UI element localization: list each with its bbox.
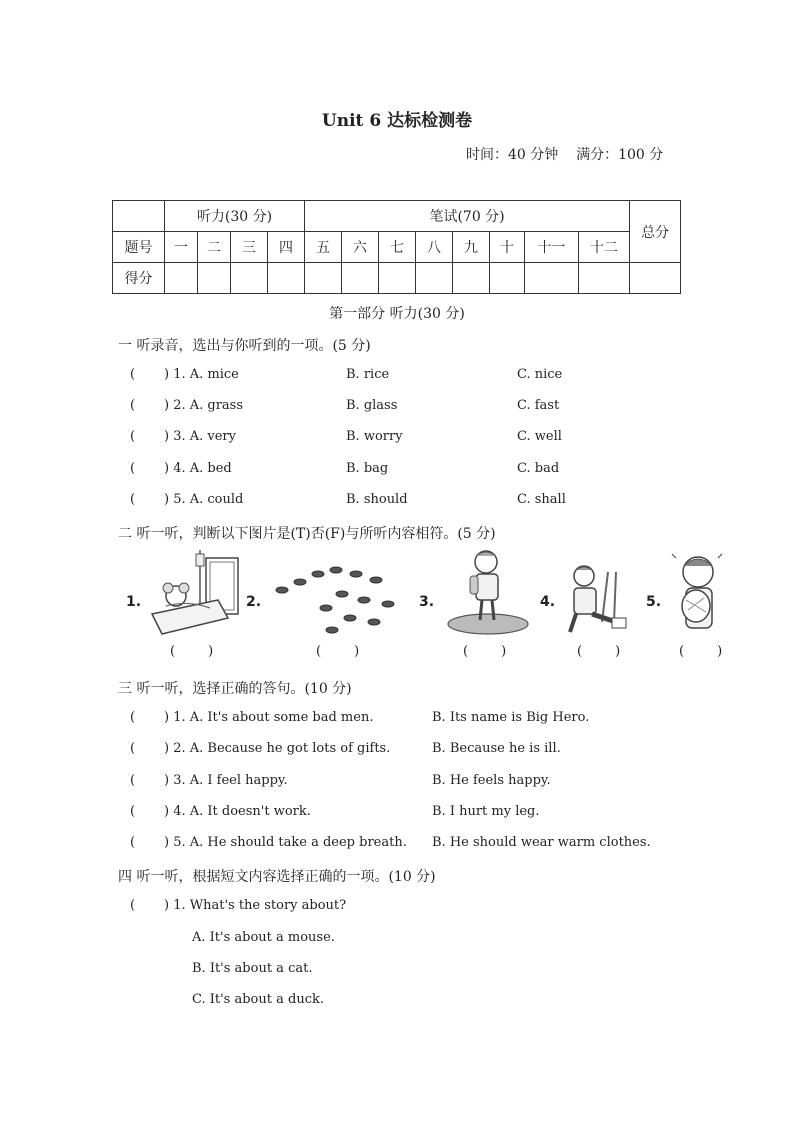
score-cell[interactable] bbox=[416, 263, 453, 294]
s1-q2-a: ( ) 2. A. grass bbox=[130, 398, 244, 413]
sick-girl-in-bed-image bbox=[148, 548, 240, 638]
s1-q5-c: C. shall bbox=[517, 492, 566, 507]
score-table-number: 六 bbox=[342, 232, 379, 263]
score-table-listening: 听力(30 分) bbox=[165, 201, 305, 232]
score-table-number: 十一 bbox=[525, 232, 579, 263]
section-4-title: 四 听一听，根据短文内容选择正确的一项。(10 分) bbox=[118, 869, 436, 885]
picture-5-number: 5. bbox=[646, 594, 662, 610]
picture-2-answer-blank[interactable]: ( ) bbox=[316, 644, 360, 659]
score-table-number: 三 bbox=[231, 232, 268, 263]
s1-q4-c: C. bad bbox=[517, 461, 560, 476]
score-table bbox=[112, 200, 681, 294]
picture-1-number: 1. bbox=[126, 594, 142, 610]
score-table-number: 十 bbox=[490, 232, 525, 263]
s1-q3-b: B. worry bbox=[346, 429, 403, 444]
score-cell[interactable] bbox=[490, 263, 525, 294]
s3-q2-a: ( ) 2. A. Because he got lots of gifts. bbox=[130, 741, 391, 756]
score-table-number: 八 bbox=[416, 232, 453, 263]
s3-q3-b: B. He feels happy. bbox=[432, 773, 551, 788]
score-cell[interactable] bbox=[165, 263, 198, 294]
s1-q4-a: ( ) 4. A. bed bbox=[130, 461, 232, 476]
page-title: Unit 6 达标检测卷 bbox=[321, 111, 473, 131]
s1-q4-b: B. bag bbox=[346, 461, 389, 476]
score-table-score-label: 得分 bbox=[113, 263, 165, 294]
s1-q2-b: B. glass bbox=[346, 398, 398, 413]
section-1-title: 一 听录音，选出与你听到的一项。(5 分) bbox=[118, 338, 371, 354]
score-table-number: 四 bbox=[268, 232, 305, 263]
boy-hurt-leg-image bbox=[562, 562, 640, 640]
score-cell[interactable] bbox=[305, 263, 342, 294]
s3-q2-b: B. Because he is ill. bbox=[432, 741, 561, 756]
s3-q4-b: B. I hurt my leg. bbox=[432, 804, 540, 819]
s3-q3-a: ( ) 3. A. I feel happy. bbox=[130, 773, 288, 788]
section-2-title: 二 听一听，判断以下图片是(T)否(F)与所听内容相符。(5 分) bbox=[118, 526, 496, 542]
score-table-number: 七 bbox=[379, 232, 416, 263]
s1-q1-a: ( ) 1. A. mice bbox=[130, 367, 239, 382]
s4-q1-option-b: B. It's about a cat. bbox=[192, 961, 313, 976]
s1-q3-a: ( ) 3. A. very bbox=[130, 429, 236, 444]
s3-q5-b: B. He should wear warm clothes. bbox=[432, 835, 651, 850]
s3-q4-a: ( ) 4. A. It doesn't work. bbox=[130, 804, 311, 819]
boy-with-fan-image bbox=[668, 550, 728, 640]
score-cell[interactable] bbox=[579, 263, 630, 294]
section-3-title: 三 听一听，选择正确的答句。(10 分) bbox=[118, 681, 352, 697]
score-cell[interactable] bbox=[379, 263, 416, 294]
s1-q5-b: B. should bbox=[346, 492, 408, 507]
picture-2-number: 2. bbox=[246, 594, 262, 610]
score-cell[interactable] bbox=[198, 263, 231, 294]
s1-q2-c: C. fast bbox=[517, 398, 560, 413]
score-cell[interactable] bbox=[231, 263, 268, 294]
score-cell[interactable] bbox=[342, 263, 379, 294]
score-table-number-label: 题号 bbox=[113, 232, 165, 263]
s4-q1-option-c: C. It's about a duck. bbox=[192, 992, 324, 1007]
score-table-number: 十二 bbox=[579, 232, 630, 263]
s1-q5-a: ( ) 5. A. could bbox=[130, 492, 244, 507]
picture-4-number: 4. bbox=[540, 594, 556, 610]
s3-q1-b: B. Its name is Big Hero. bbox=[432, 710, 590, 725]
score-table-number: 二 bbox=[198, 232, 231, 263]
picture-4-answer-blank[interactable]: ( ) bbox=[577, 644, 621, 659]
picture-1-answer-blank[interactable]: ( ) bbox=[170, 644, 214, 659]
score-table-total: 总分 bbox=[630, 201, 681, 263]
s4-q1: ( ) 1. What's the story about? bbox=[130, 898, 347, 913]
s3-q5-a: ( ) 5. A. He should take a deep breath. bbox=[130, 835, 407, 850]
exam-meta: 时间：40 分钟 满分：100 分 bbox=[466, 147, 664, 163]
score-cell[interactable] bbox=[268, 263, 305, 294]
score-table-corner bbox=[113, 201, 165, 232]
boy-in-puddle-image bbox=[444, 548, 530, 640]
s1-q1-c: C. nice bbox=[517, 367, 563, 382]
picture-5-answer-blank[interactable]: ( ) bbox=[679, 644, 723, 659]
picture-3-answer-blank[interactable]: ( ) bbox=[463, 644, 507, 659]
score-cell[interactable] bbox=[453, 263, 490, 294]
score-table-number: 一 bbox=[165, 232, 198, 263]
part-one-title: 第一部分 听力(30 分) bbox=[329, 306, 465, 322]
score-table-writing: 笔试(70 分) bbox=[305, 201, 630, 232]
s3-q1-a: ( ) 1. A. It's about some bad men. bbox=[130, 710, 374, 725]
score-cell-total[interactable] bbox=[630, 263, 681, 294]
ants-image bbox=[270, 560, 406, 644]
s1-q1-b: B. rice bbox=[346, 367, 390, 382]
score-cell[interactable] bbox=[525, 263, 579, 294]
score-table-number: 九 bbox=[453, 232, 490, 263]
picture-3-number: 3. bbox=[419, 594, 435, 610]
s4-q1-option-a: A. It's about a mouse. bbox=[192, 930, 335, 945]
score-table-number: 五 bbox=[305, 232, 342, 263]
s1-q3-c: C. well bbox=[517, 429, 562, 444]
